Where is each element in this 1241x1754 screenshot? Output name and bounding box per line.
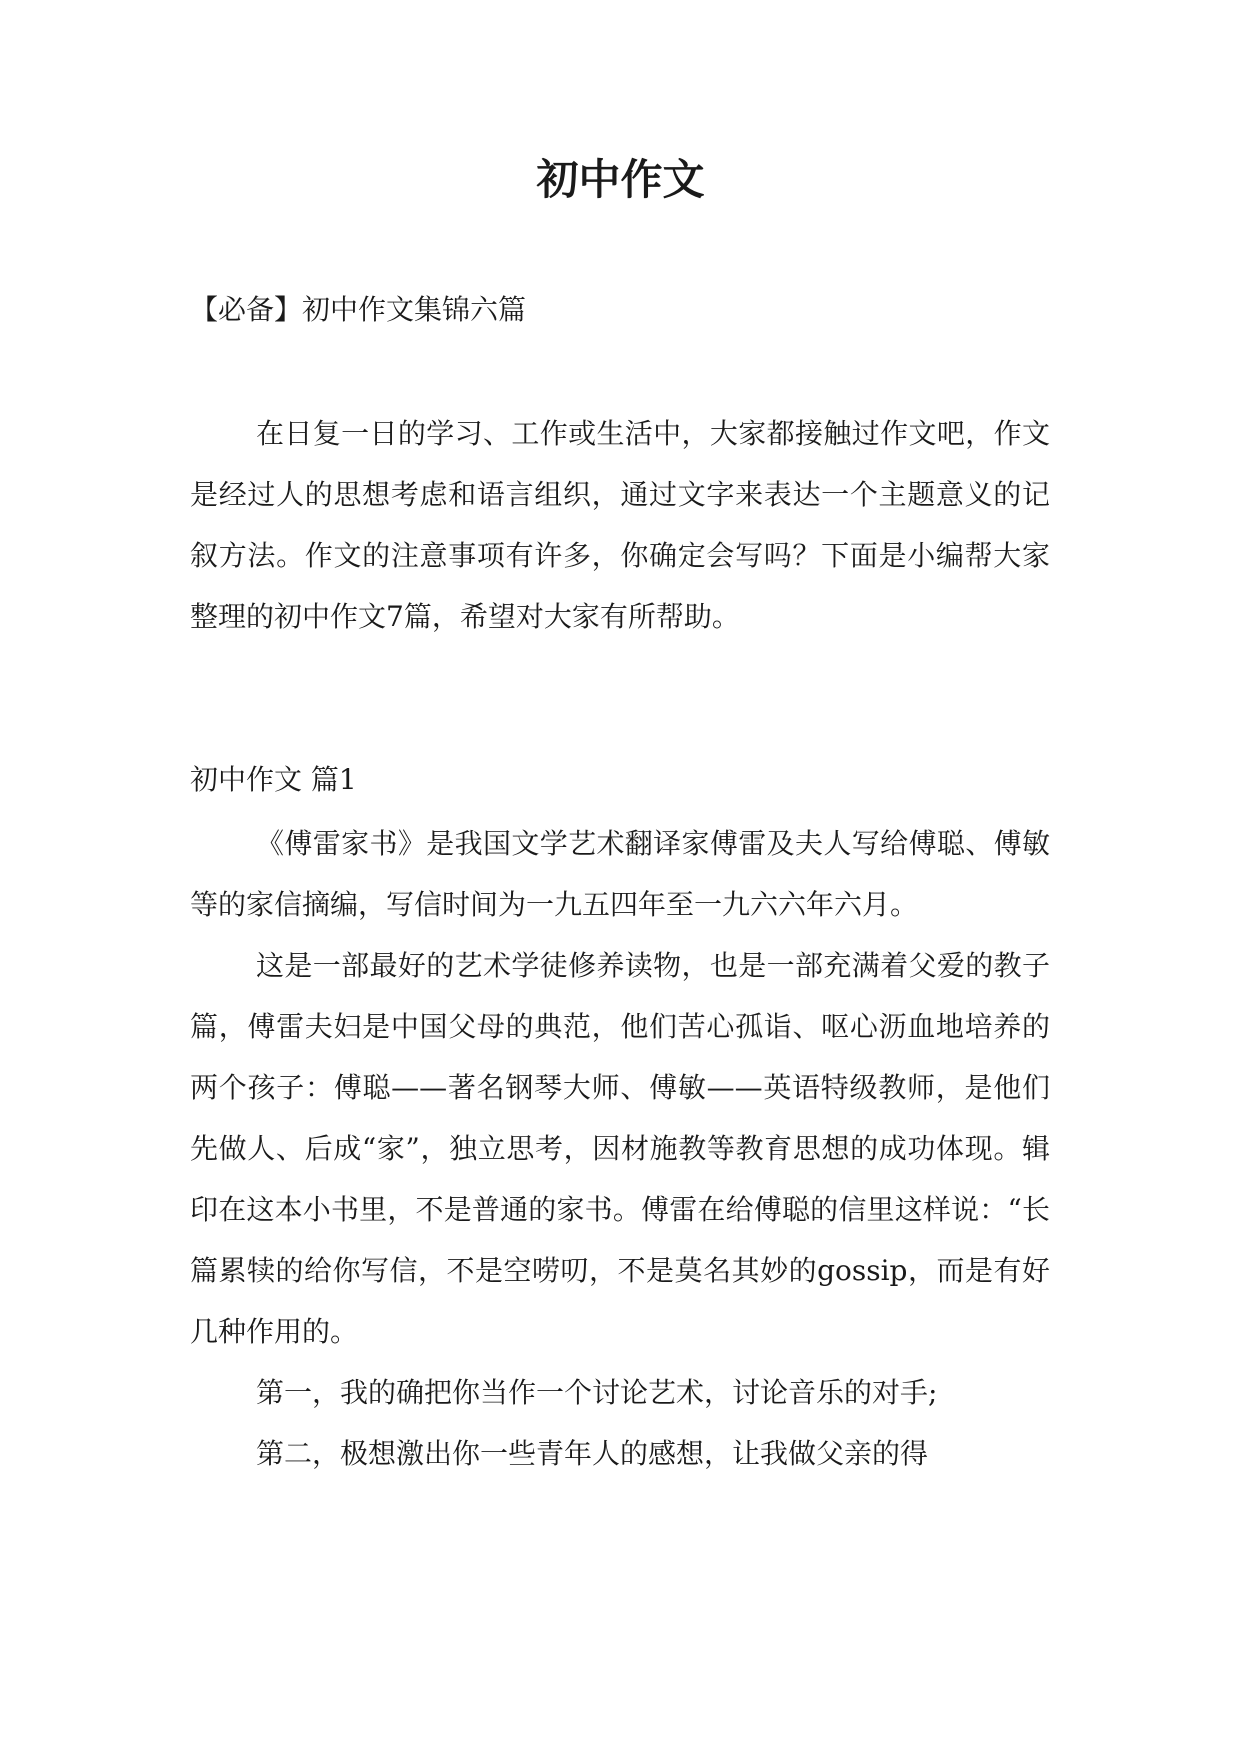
section-heading: 初中作文 篇1 <box>190 763 357 796</box>
section-body <box>190 813 1050 1484</box>
section-paragraph: 第二，极想激出你一些青年人的感想，让我做父亲的得 <box>256 1437 929 1470</box>
document-subtitle: 【必备】初中作文集锦六篇 <box>190 293 527 326</box>
section-paragraph: 第一，我的确把你当作一个讨论艺术，讨论音乐的对手; <box>256 1376 938 1409</box>
document-title: 初中作文 <box>536 155 705 204</box>
section-paragraph: 《傅雷家书》是我国文学艺术翻译家傅雷及夫人写给傅聪、傅敏等的家信摘编，写信时间为一九五四年至一九六六年六月。 <box>190 827 1050 921</box>
intro-paragraph: 在日复一日的学习、工作或生活中，大家都接触过作文吧，作文是经过人的思想考虑和语言组织，通过文字来表达一个主题意义的记叙方法。作文的注意事项有许多，你确定会写吗？下面是小编帮大家整理的初中作文7篇，希望对大家有所帮助。 <box>190 417 1050 633</box>
section-paragraph: 这是一部最好的艺术学徒修养读物，也是一部充满着父爱的教子篇，傅雷夫妇是中国父母的典范，他们苦心孤诣、呕心沥血地培养的两个孩子：傅聪——著名钢琴大师、傅敏——英语特级教师，是他们先做人、后成“家”，独立思考，因材施教等教育思想的成功体现。辑印在这本小书里，不是普通的家书。傅雷在给傅聪的信里这样说：“长篇累犊的给你写信，不是空唠叨，不是莫名其妙的gossip，而是有好几种作用的。 <box>190 949 1050 1348</box>
